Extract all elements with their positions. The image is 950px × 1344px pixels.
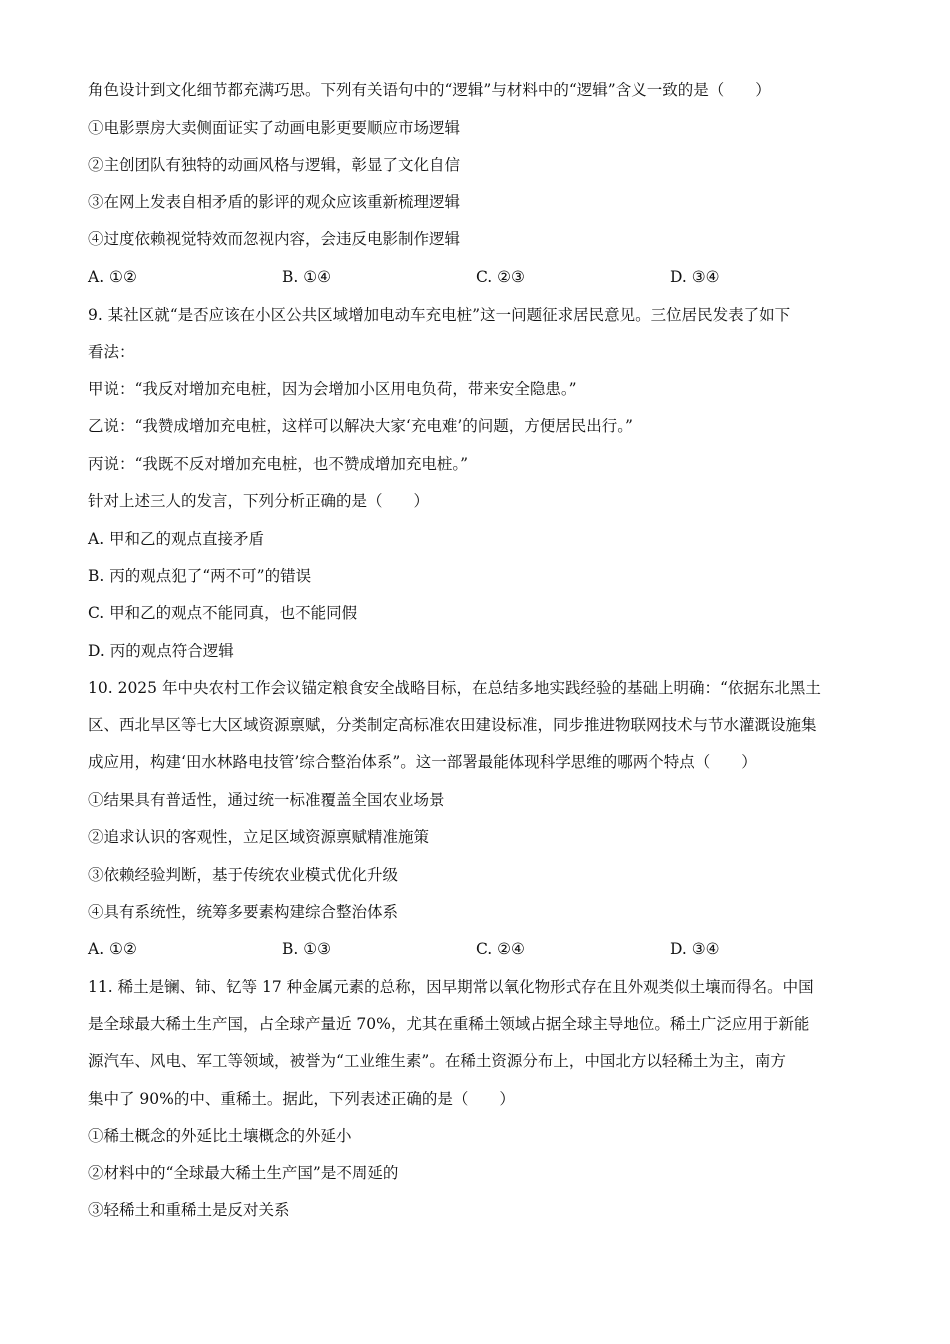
- q10-item-4: ④具有系统性，统筹多要素构建综合整治体系: [88, 903, 399, 921]
- q10-option-b[interactable]: B. ①③: [282, 940, 332, 958]
- q11-stem-line-2: 是全球最大稀土生产国，占全球产量近 70%，尤其在重稀土领域占据全球主导地位。稀土广泛应用于新能: [88, 1015, 810, 1033]
- q9-option-a[interactable]: A. 甲和乙的观点直接矛盾: [88, 530, 265, 548]
- q11-stem-line-3: 源汽车、风电、军工等领域，被誉为“工业维生素”。在稀土资源分布上，中国北方以轻稀土为主，南方: [88, 1052, 786, 1070]
- q11-stem-line-4: 集中了 90%的中、重稀土。据此，下列表述正确的是（ ）: [88, 1090, 515, 1108]
- q8-options: [88, 267, 808, 287]
- q10-item-3: ③依赖经验判断，基于传统农业模式优化升级: [88, 866, 399, 884]
- q8-item-4: ④过度依赖视觉特效而忽视内容，会违反电影制作逻辑: [88, 230, 461, 248]
- q11-item-2: ②材料中的“全球最大稀土生产国”是不周延的: [88, 1164, 399, 1182]
- q10-item-1: ①结果具有普适性，通过统一标准覆盖全国农业场景: [88, 791, 445, 809]
- q9-stem-line-1: 9. 某社区就“是否应该在小区公共区域增加电动车充电桩”这一问题征求居民意见。三位居民发表了如下: [88, 306, 791, 324]
- q10-option-a[interactable]: A. ①②: [88, 940, 137, 958]
- q10-option-d[interactable]: D. ③④: [670, 940, 720, 958]
- q9-option-d[interactable]: D. 丙的观点符合逻辑: [88, 642, 234, 660]
- q8-item-1: ①电影票房大卖侧面证实了动画电影更要顺应市场逻辑: [88, 119, 461, 137]
- q9-quote-bing: 丙说：“我既不反对增加充电桩，也不赞成增加充电桩。”: [88, 455, 469, 473]
- q9-stem-line-2: 看法：: [88, 343, 135, 361]
- q8-item-3: ③在网上发表自相矛盾的影评的观众应该重新梳理逻辑: [88, 193, 461, 211]
- q10-stem-line-1: 10. 2025 年中央农村工作会议锚定粮食安全战略目标，在总结多地实践经验的基础上明确：“依据东北黑土: [88, 679, 821, 697]
- q10-option-c[interactable]: C. ②④: [476, 940, 525, 958]
- q9-quote-jia: 甲说：“我反对增加充电桩，因为会增加小区用电负荷，带来安全隐患。”: [88, 380, 577, 398]
- q8-option-b[interactable]: B. ①④: [282, 268, 332, 286]
- q9-quote-yi: 乙说：“我赞成增加充电桩，这样可以解决大家‘充电难’的问题，方便居民出行。”: [88, 417, 633, 435]
- q8-item-2: ②主创团队有独特的动画风格与逻辑，彰显了文化自信: [88, 156, 461, 174]
- q8-stem-continuation: 角色设计到文化细节都充满巧思。下列有关语句中的“逻辑”与材料中的“逻辑”含义一致的是（ ）: [88, 81, 771, 99]
- q9-question: 针对上述三人的发言，下列分析正确的是（ ）: [88, 492, 430, 510]
- q10-options: [88, 939, 808, 959]
- q9-option-c[interactable]: C. 甲和乙的观点不能同真，也不能同假: [88, 604, 358, 622]
- q8-option-a[interactable]: A. ①②: [88, 268, 137, 286]
- q10-stem-line-3: 成应用，构建‘田水林路电技管’综合整治体系”。这一部署最能体现科学思维的哪两个特点（ ）: [88, 753, 757, 771]
- q10-stem-line-2: 区、西北旱区等七大区域资源禀赋，分类制定高标准农田建设标准，同步推进物联网技术与节水灌溉设施集: [88, 716, 817, 734]
- q10-item-2: ②追求认识的客观性，立足区域资源禀赋精准施策: [88, 828, 430, 846]
- q11-item-1: ①稀土概念的外延比土壤概念的外延小: [88, 1127, 352, 1145]
- q8-option-d[interactable]: D. ③④: [670, 268, 720, 286]
- q8-option-c[interactable]: C. ②③: [476, 268, 525, 286]
- q11-stem-line-1: 11. 稀土是镧、铈、钇等 17 种金属元素的总称，因早期常以氧化物形式存在且外观类似土壤而得名。中国: [88, 978, 814, 996]
- q9-option-b[interactable]: B. 丙的观点犯了“两不可”的错误: [88, 567, 312, 585]
- q11-item-3: ③轻稀土和重稀土是反对关系: [88, 1201, 290, 1219]
